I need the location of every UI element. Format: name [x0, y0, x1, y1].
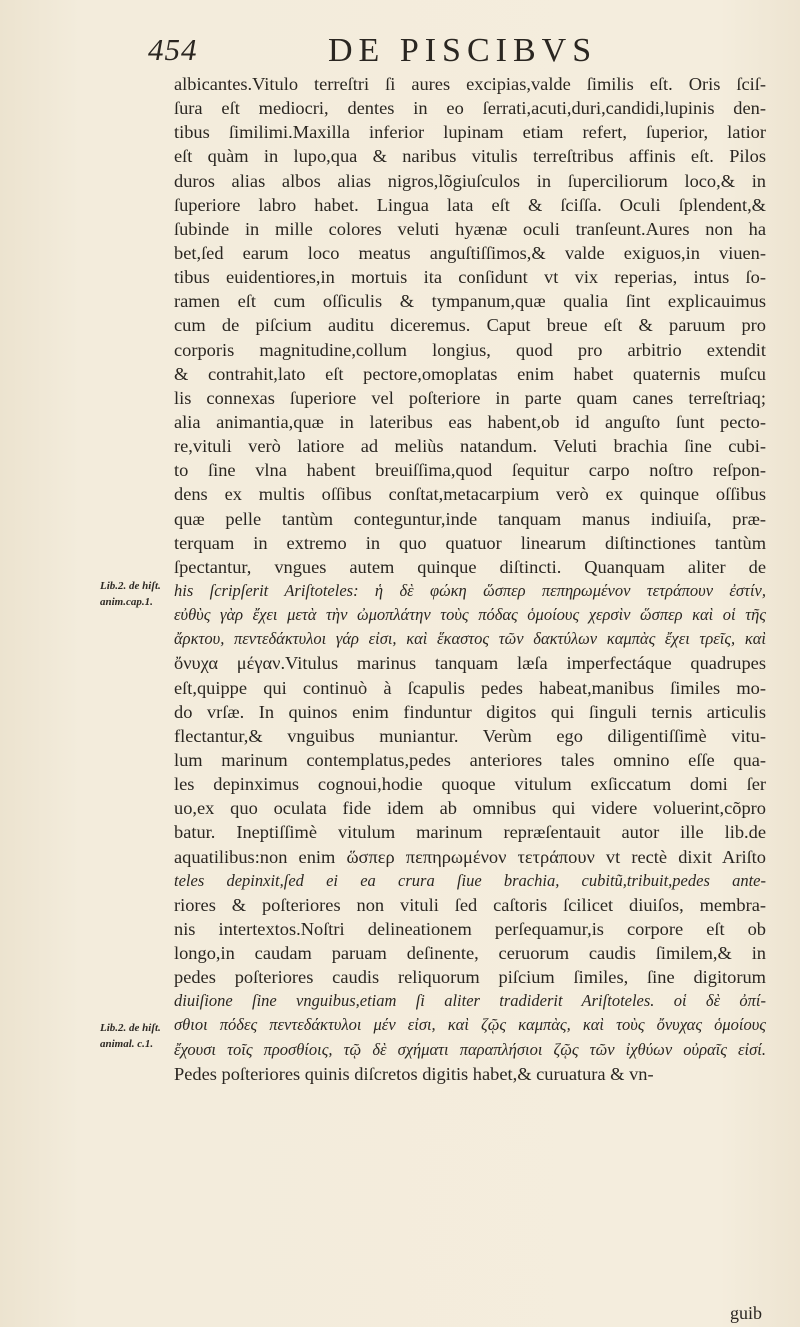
text-line: ſubinde in mille colores veluti hyænæ oculi tranſeunt.Aures non ha [174, 218, 766, 239]
body-text [174, 72, 766, 1086]
text-line: pedes poſteriores caudis reliquorum piſcium ſimiles, ſine digitorum [174, 967, 766, 988]
text-line: cum de piſcium auditu diceremus. Caput breue eſt & paruum pro [174, 315, 766, 336]
text-line: ἔχουσι τοῖς προσθίοις, τῷ δὲ σχήματι παραπλήσιοι ζῷς τῶν ἰχθύων οὐραῖς εἰσί. [174, 1039, 766, 1059]
text-line: corporis magnitudine,collum longius, quod pro arbitrio extendit [174, 339, 766, 360]
text-line: to ſine vlna habent breuiſſima,quod ſequitur carpo noſtro reſpon- [174, 460, 766, 481]
text-line: aquatilibus:non enim ὥσπερ πεπηρωμένον τετράπουν vt rectè dixit Ariſto [174, 846, 766, 867]
text-line: tibus ſimilimi.Maxilla inferior lupinam etiam refert, ſuperior, latior [174, 122, 766, 143]
text-line: ſura eſt mediocri, dentes in eo ſerrati,acuti,duri,candidi,lupinis den- [174, 98, 766, 119]
text-line: do vrſæ. In quinos enim finduntur digitos qui ſinguli ternis articulis [174, 701, 766, 722]
text-line: eſt quàm in lupo,qua & naribus vitulis terreſtribus affinis eſt. Pilos [174, 146, 766, 167]
text-line: ὄνυχα μέγαν.Vitulus marinus tanquam læſa imperfectáque quadrupes [174, 653, 766, 674]
text-line: batur. Ineptiſſimè vitulum marinum repræſentauit autor ille lib.de [174, 822, 766, 843]
text-line: albicantes.Vitulo terreſtri ſi aures excipias,valde ſimilis eſt. Oris ſciſ- [174, 74, 766, 94]
margin-note: Lib.2. de hiſt. animal. c.1. [100, 1022, 161, 1050]
catchword: guib [730, 1303, 763, 1323]
text-line: his ſcripſerit Ariſtoteles: ἡ δὲ φώκη ὥσπερ πεπηρωμένον τετράπουν ἐστίν, [174, 580, 766, 600]
text-line: flectantur,& vnguibus muniantur. Verùm ego diligentiſſimè vitu- [174, 725, 766, 746]
text-line: nis intertextos.Noſtri delineationem perſequamur,is corpore eſt ob [174, 918, 766, 939]
text-line: dens ex multis oſſibus conſtat,metacarpium verò ex quinque oſſibus [174, 484, 766, 505]
page-number: 454 [148, 32, 198, 67]
text-line: alia animantia,quæ in lateribus eas habent,ob id anguſto ſunt pecto- [174, 411, 766, 432]
text-line: uo,ex quo oculata fide idem ab omnibus qui videre voluerint,cõpro [174, 798, 766, 819]
margin-note: Lib.2. de hiſt. anim.cap.1. [100, 580, 161, 608]
text-line: longo,in caudam paruam deſinente, ceruorum caudis ſimilem,& in [174, 943, 766, 964]
text-line: re,vituli verò latiore ad meliùs natandum. Veluti brachia ſine cubi- [174, 436, 766, 457]
text-line: bet,ſed earum loco meatus anguſtiſſimos,& valde exiguos,in viuen- [174, 242, 766, 263]
text-line: les depinximus cognoui,hodie quoque vitulum exſiccatum domi ſer [174, 774, 766, 795]
text-line: ſuperiore labro habet. Lingua lata eſt & ſciſſa. Oculi ſplendent,& [174, 194, 766, 215]
text-line: Pedes poſteriores quinis diſcretos digitis habet,& curuatura & vn- [174, 1063, 654, 1084]
text-line: ἄρκτου, πεντεδάκτυλοι γάρ εἰσι, καὶ ἕκαστος τῶν δακτύλων καμπὰς ἔχει τρεῖς, καὶ [174, 629, 766, 649]
text-line: eſt,quippe qui continuò à ſcapulis pedes habeat,manibus ſimiles mo- [174, 677, 766, 698]
text-line: lum marinum contemplatus,pedes anteriores tales omnino eſſe qua- [174, 749, 766, 770]
text-line: lis connexas ſuperiore vel poſteriore in parte quam canes terreſtriaq; [174, 387, 766, 408]
running-head: DE PISCIBVS [328, 32, 598, 69]
text-line: quæ pelle tantùm conteguntur,inde tanquam manus indiuiſa, præ- [174, 508, 766, 529]
text-line: diuiſione ſine vnguibus,etiam ſi aliter tradiderit Ariſtoteles. οἱ δὲ ὀπί- [174, 991, 766, 1011]
text-line: ramen eſt cum oſſiculis & tympanum,quæ qualia ſint explicauimus [174, 291, 766, 312]
text-line: ſpectantur, vngues autem quinque diſtincti. Quanquam aliter de [174, 556, 766, 577]
text-line: εὐθὺς γὰρ ἔχει μετὰ τὴν ὠμοπλάτην τοὺς πόδας ὁμοίους χερσὶν ὥσπερ καὶ οἱ τῆς [174, 605, 766, 625]
text-line: σθιοι πόδες πεντεδάκτυλοι μέν εἰσι, καὶ ζῷς καμπὰς, καὶ τοὺς ὄνυχας ὁμοίους [174, 1015, 766, 1035]
text-line: tibus euidentiores,in mortuis ita conſidunt vt vix reperias, intus ſo- [174, 267, 766, 288]
text-line: teles depinxit,ſed ei ea crura ſiue brachia, cubitũ,tribuit,pedes ante- [174, 870, 766, 890]
text-line: duros alias albos alias nigros,lõgiuſculos in ſuperciliorum loco,& in [174, 170, 766, 191]
page-header [0, 32, 800, 76]
text-line: & contrahit,lato eſt pectore,omoplatas enim habet quaternis muſcu [174, 363, 766, 384]
text-line: riores & poſteriores non vituli ſed caſtoris ſcilicet diuiſos, membra- [174, 894, 766, 915]
text-line: terquam in extremo in quo quatuor linearum diſtinctiones tantùm [174, 532, 766, 553]
